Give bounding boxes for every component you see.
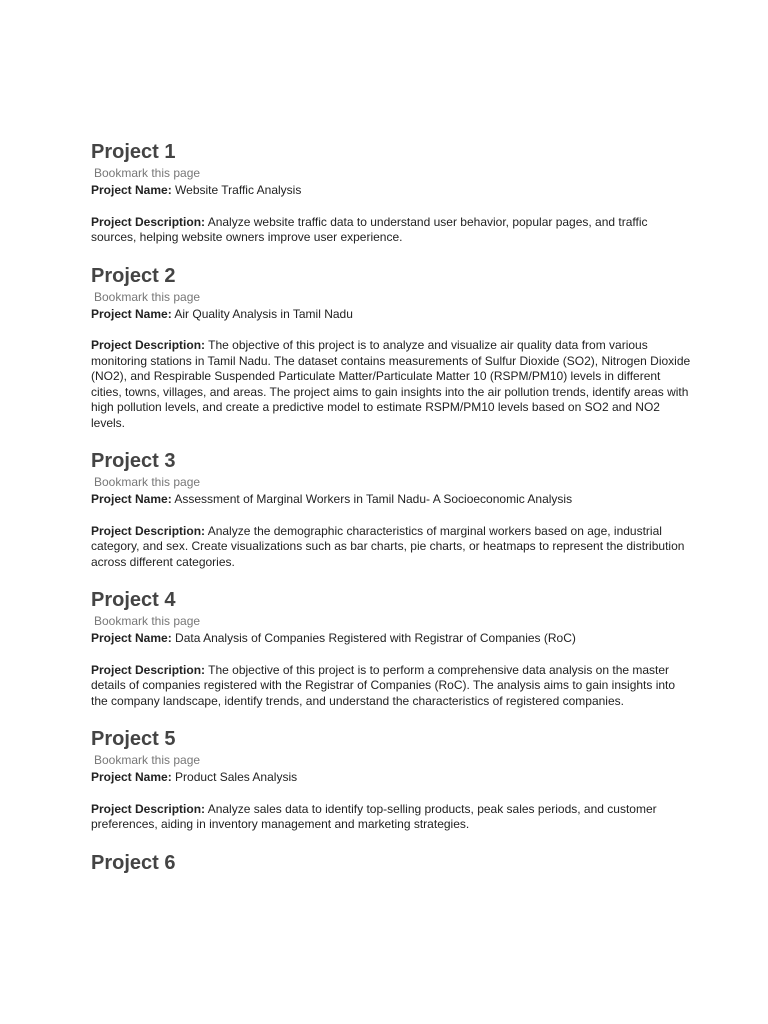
- project-name-label: Project Name:: [91, 306, 172, 321]
- project-name-value: Air Quality Analysis in Tamil Nadu: [174, 306, 353, 321]
- project-name-label: Project Name:: [91, 631, 172, 645]
- project-description-value: Analyze website traffic data to understand user behavior, popular pages, and traffic sources, helping website owners improve user experience.: [91, 214, 648, 244]
- project-name-line: [91, 492, 691, 508]
- project-name-line: [91, 770, 691, 786]
- project-title: Project 5: [91, 728, 176, 750]
- project-title: Project 6: [91, 851, 176, 874]
- project-name-label: Project Name:: [91, 770, 172, 784]
- project-name-label: Project Name:: [91, 183, 172, 197]
- document-body: [91, 140, 691, 893]
- bookmark-link[interactable]: Bookmark this page: [94, 475, 201, 489]
- bookmark-link[interactable]: Bookmark this page: [94, 166, 201, 180]
- project-description-value: The objective of this project is to analyze and visualize air quality data from various monitoring stations in Tamil Nadu. The dataset contains measurements of Sulfur Dioxide (SO2), Nitrogen Dioxide (NO2), and Respirable Suspended Particulate Matter/Particulate Matter 10 (RSPM/PM10) levels in different cities, towns, villages, and areas. The project aims to gain insights into the air pollution trends, identify areas with high pollution levels, and create a predictive model to estimate RSPM/PM10 levels based on SO2 and NO2 levels.: [91, 338, 691, 430]
- project-4-section: [91, 588, 691, 709]
- project-description-value: Analyze the demographic characteristics of marginal workers based on age, industrial category, and sex. Create visualizations such as bar charts, pie charts, or heatmaps to represent the distribution across different categories.: [91, 523, 685, 569]
- project-1-section: [91, 140, 691, 246]
- project-description-line: [91, 663, 691, 710]
- project-name-value: Data Analysis of Companies Registered with Registrar of Companies (RoC): [175, 631, 576, 645]
- project-description-line: [91, 802, 691, 833]
- project-description-line: [91, 338, 691, 431]
- project-6-section: [91, 851, 691, 875]
- project-title: Project 2: [91, 264, 176, 287]
- project-name-line: [91, 631, 691, 647]
- project-description-label: Project Description:: [91, 801, 206, 816]
- project-description-label: Project Description:: [91, 214, 206, 229]
- project-title: Project 4: [91, 589, 176, 611]
- project-description-value: The objective of this project is to perform a comprehensive data analysis on the master details of companies registered with the Registrar of Companies (RoC). The analysis aims to gain insights into the company landscape, identify trends, and understand the characteristics of registered companies.: [91, 662, 676, 708]
- project-title: Project 3: [91, 450, 176, 472]
- project-name-line: [91, 307, 691, 323]
- bookmark-link[interactable]: Bookmark this page: [94, 753, 201, 767]
- project-2-section: [91, 264, 691, 432]
- project-description-value: Analyze sales data to identify top-selling products, peak sales periods, and customer preferences, aiding in inventory management and marketing strategies.: [91, 801, 657, 831]
- project-description-label: Project Description:: [91, 523, 206, 538]
- project-description-line: [91, 524, 691, 571]
- project-description-line: [91, 215, 691, 246]
- project-description-label: Project Description:: [91, 338, 206, 352]
- project-name-value: Assessment of Marginal Workers in Tamil Nadu- A Socioeconomic Analysis: [174, 492, 573, 506]
- project-3-section: [91, 449, 691, 570]
- project-title: Project 1: [91, 141, 176, 163]
- project-name-value: Product Sales Analysis: [175, 770, 298, 784]
- project-name-value: Website Traffic Analysis: [175, 183, 302, 197]
- bookmark-link[interactable]: Bookmark this page: [94, 289, 201, 304]
- project-name-label: Project Name:: [91, 492, 172, 506]
- project-name-line: [91, 183, 691, 199]
- bookmark-link[interactable]: Bookmark this page: [94, 614, 201, 628]
- project-description-label: Project Description:: [91, 662, 206, 677]
- project-5-section: [91, 727, 691, 833]
